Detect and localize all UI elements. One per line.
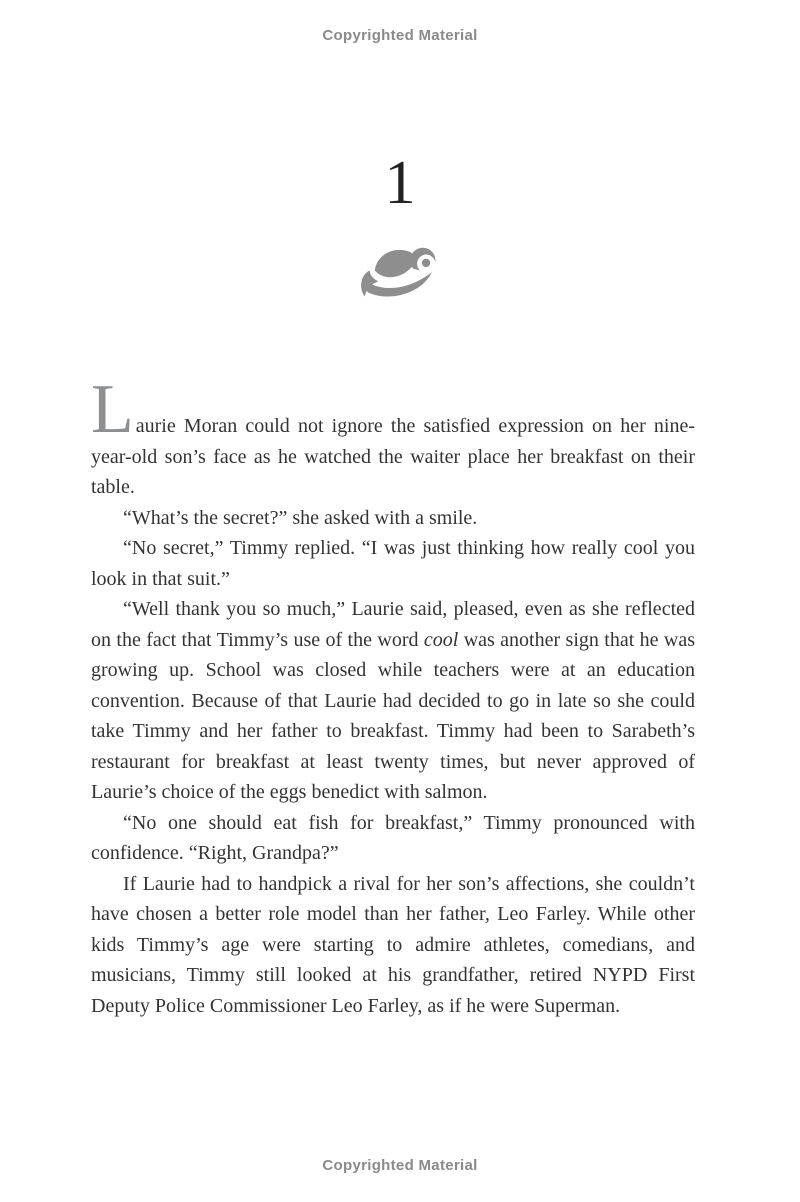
paragraph: “What’s the secret?” she asked with a smile. [123,506,478,529]
copyright-notice-top: Copyrighted Material [322,27,478,44]
chapter-text [91,371,695,1021]
chapter-number: 1 [384,149,416,217]
fleuron-icon [0,243,800,303]
paragraph: If Laurie had to handpick a rival for her son’s affections, she couldn’t have chosen a better role model than her father, Leo Farley. While other kids Timmy’s age were starting to admire athletes, comedians, and musicians, Timmy still looked at his grandfather, retired NYPD First Deputy Police Commissioner Leo Farley, as if he were Superman. [91,872,695,1017]
paragraph: “No one should eat fish for breakfast,” Timmy pronounced with confidence. “Right, Grandpa?” [91,811,695,864]
copyright-notice-bottom: Copyrighted Material [322,1157,478,1174]
drop-cap: L [91,371,134,448]
paragraph: “Well thank you so much,” Laurie said, pleased, even as she reflected on the fact that Timmy’s use of the word cool was another sign that he was growing up. School was closed while teachers were at an education convention. Because of that Laurie had decided to go in late so she could take Timmy and her father to breakfast. Timmy had been to Sarabeth’s restaurant for breakfast at least twenty times, but never approved of Laurie’s choice of the eggs benedict with salmon. [91,598,695,803]
paragraph: “No secret,” Timmy replied. “I was just thinking how really cool you look in that suit.” [91,537,695,590]
paragraph: Laurie Moran could not ignore the satisfied expression on her nine-year-old son’s face as he watched the waiter place her breakfast on their table. [91,371,695,498]
